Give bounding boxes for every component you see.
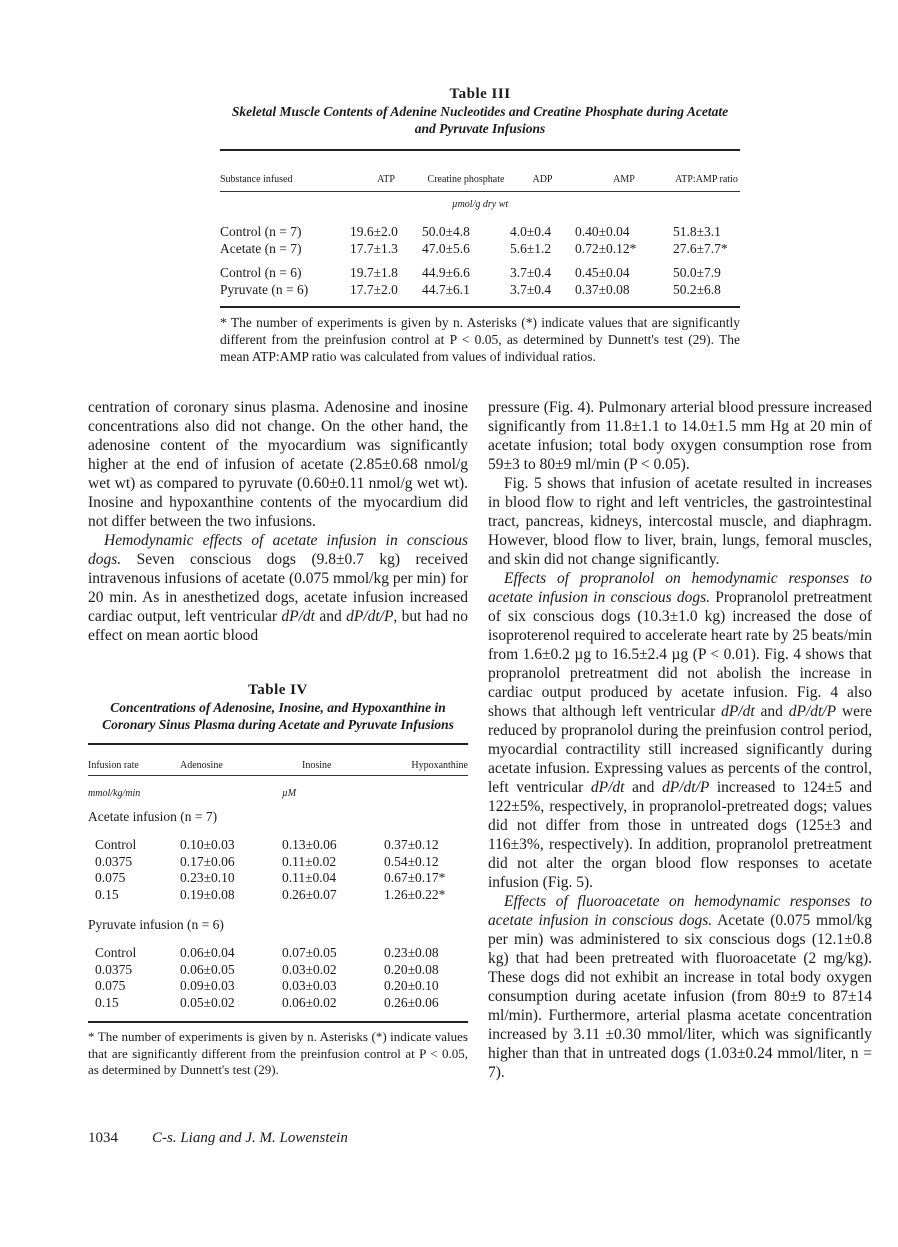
text: dP/dt xyxy=(721,703,755,720)
text: dP/dt xyxy=(590,779,625,796)
table-rule xyxy=(220,191,740,192)
table-cell: 3.7±0.4 xyxy=(510,265,552,280)
table-cell: 0.03±0.03 xyxy=(282,978,337,993)
table-cell: 44.9±6.6 xyxy=(422,265,470,280)
table-cell: 0.54±0.12 xyxy=(384,853,439,869)
section-heading: Hemodynamic effects of acetate infusion in conscious dogs. xyxy=(88,532,468,568)
table-cell: 3.7±0.4 xyxy=(510,281,552,297)
text: , but had no effect on mean aortic blood xyxy=(88,608,469,644)
table-cell: 0.05±0.02 xyxy=(180,994,235,1010)
left-column xyxy=(88,398,468,645)
text: dP/dt/P xyxy=(346,608,394,625)
page-footer xyxy=(88,1130,348,1147)
table-row xyxy=(88,978,468,995)
table-cell: 0.11±0.04 xyxy=(282,870,337,885)
header-cell: Inosine xyxy=(302,760,332,771)
table-cell: 44.7±6.1 xyxy=(422,281,470,297)
text: dP/dt/P xyxy=(788,703,837,720)
paragraph xyxy=(488,892,872,1082)
table-3-units: µmol/g dry wt xyxy=(451,199,509,210)
table-3-header xyxy=(220,151,740,191)
table-4-header xyxy=(88,751,468,775)
table-cell: 0.26±0.06 xyxy=(384,994,439,1010)
table-cell: 0.17±0.06 xyxy=(180,853,235,869)
table-cell: 17.7±1.3 xyxy=(350,240,398,256)
units-rate: mmol/kg/min xyxy=(88,788,141,799)
table-cell: 0.11±0.02 xyxy=(282,853,337,869)
table-cell: 27.6±7.7* xyxy=(673,240,728,256)
paragraph: Fig. 5 shows that infusion of acetate resulted in increases in blood flow to right and left ventricles, the gastrointestinal tract, pancreas, kidneys, intercostal muscle, and diaphragm. However, blood flow to liver, brain, lungs, femoral muscles, and skin did not change significantly. xyxy=(488,475,872,568)
table-cell: 0.26±0.07 xyxy=(282,886,337,902)
table-row xyxy=(220,241,740,258)
table-cell: 0.67±0.17* xyxy=(384,870,446,885)
table-cell: 0.06±0.02 xyxy=(282,994,337,1010)
text: Seven conscious dogs (9.8±0.7 kg) received intravenous infusions of acetate (0.075 mmol/kg per min) for 20 min. As in anesthetized dogs, acetate infusion increased cardiac output, left ventricular xyxy=(88,551,468,625)
table-cell: 0.0375 xyxy=(95,961,133,977)
table-cell: 0.40±0.04 xyxy=(575,224,630,239)
table-cell: Control (n = 6) xyxy=(220,265,302,280)
table-rule xyxy=(88,775,468,776)
table-3-caption: Skeletal Muscle Contents of Adenine Nucleotides and Creatine Phosphate during Acetate and Pyruvate Infusions xyxy=(231,104,729,136)
header-cell: Infusion rate xyxy=(88,760,139,771)
pyruvate-rows xyxy=(88,945,468,1011)
table-cell: 0.15 xyxy=(95,886,119,902)
table-row xyxy=(220,224,740,241)
text: Acetate (0.075 mmol/kg per min) was administered to six conscious dogs (12.1±0.8 kg) that had been pretreated with fluoroacetate (2 mg/kg). These dogs did not exhibit an increase in total body oxygen consumption during acetate infusion (from 80±9 to 87±14 ml/min). Furthermore, arterial plasma acetate concentration increased by 3.11 ±0.30 mmol/liter, which was significantly higher than that in untreated dogs (1.03±0.24 mmol/liter, n = 7). xyxy=(488,912,872,1081)
section-heading: Effects of fluoroacetate on hemodynamic responses to acetate infusion in conscious dogs. xyxy=(488,893,872,929)
table-cell: 0.37±0.12 xyxy=(384,837,439,852)
table-row xyxy=(220,282,740,299)
table-cell: Pyruvate (n = 6) xyxy=(220,281,309,297)
table-3-label: Table III xyxy=(449,86,511,102)
table-cell: 0.10±0.03 xyxy=(180,837,235,852)
table-rule xyxy=(88,743,468,745)
table-cell: 50.0±4.8 xyxy=(422,224,470,239)
page-number: 1034 xyxy=(88,1130,118,1146)
text: were reduced by propranolol during the preinfusion control period, myocardial contractility still increased significantly during acetate infusion. Expressing values as percents of the control, left ventricular xyxy=(488,703,872,796)
table-rule xyxy=(88,1021,468,1023)
table-cell: 0.72±0.12* xyxy=(575,240,637,256)
table-cell: Acetate (n = 7) xyxy=(220,240,302,256)
table-cell: 0.20±0.10 xyxy=(384,978,439,993)
header-cell: ATP xyxy=(377,174,395,185)
header-cell: ATP:AMP ratio xyxy=(675,174,738,185)
table-cell: 0.075 xyxy=(95,870,126,885)
paragraph xyxy=(488,569,872,892)
table-cell: 0.19±0.08 xyxy=(180,886,235,902)
table-row xyxy=(88,854,468,871)
table-cell: 4.0±0.4 xyxy=(510,224,552,239)
table-row xyxy=(88,837,468,854)
table-4-footnote: * The number of experiments is given by n. Asterisks (*) indicate values that are significantly different from the preinfusion control at P < 0.05, as determined by Dunnett's test (29). xyxy=(88,1029,468,1077)
units-concentration: µM xyxy=(282,788,297,799)
table-cell: Control xyxy=(95,837,137,852)
table-4 xyxy=(88,682,468,1079)
header-cell: AMP xyxy=(613,174,635,185)
table-cell: Control (n = 7) xyxy=(220,224,302,239)
paragraph: centration of coronary sinus plasma. Adenosine and inosine concentrations also did not change. On the other hand, the adenosine content of the myocardium was significantly higher at the end of infusion of acetate (2.85±0.68 nmol/g wet wt) as compared to pyruvate (0.60±0.11 nmol/g wet wt). Inosine and hypoxanthine contents of the myocardium did not differ between the two infusions. xyxy=(88,399,468,530)
table-cell: 0.20±0.08 xyxy=(384,961,439,977)
paragraph xyxy=(88,531,468,645)
table-cell: 0.06±0.04 xyxy=(180,945,235,960)
table-cell: 19.6±2.0 xyxy=(350,224,398,239)
table-row xyxy=(88,887,468,904)
table-3 xyxy=(220,86,740,365)
table-cell: 0.23±0.10 xyxy=(180,870,235,885)
table-cell: 0.09±0.03 xyxy=(180,978,235,993)
table-cell: 0.07±0.05 xyxy=(282,945,337,960)
table-cell: 0.15 xyxy=(95,994,119,1010)
table-cell: 19.7±1.8 xyxy=(350,265,398,280)
header-cell: ADP xyxy=(532,174,553,185)
table-cell: 0.03±0.02 xyxy=(282,961,337,977)
table-cell: 0.45±0.04 xyxy=(575,265,630,280)
table-cell: 50.0±7.9 xyxy=(673,265,721,280)
table-cell: 0.13±0.06 xyxy=(282,837,337,852)
table-3-body xyxy=(220,224,740,298)
table-cell: 0.37±0.08 xyxy=(575,281,630,297)
running-authors: C-s. Liang and J. M. Lowenstein xyxy=(152,1130,348,1146)
text: Propranolol pretreatment of six conscious dogs (10.3±1.0 kg) increased the dose of isoproterenol required to accelerate heart rate by 25 beats/min from 1.6±0.2 µg to 16.5±2.4 µg (P < 0.01). Fig. 4 shows that propranolol pretreatment did not abolish the increase in cardiac output produced by acetate infusion. Fig. 4 also shows that although left ventricular xyxy=(488,589,872,720)
table-row xyxy=(88,870,468,887)
table-cell: 1.26±0.22* xyxy=(384,886,446,902)
right-column xyxy=(488,398,872,1082)
text: dP/dt/P xyxy=(661,779,710,796)
table-row xyxy=(220,265,740,282)
section-heading: Effects of propranolol on hemodynamic responses to acetate infusion in conscious dogs. xyxy=(488,570,872,606)
table-4-units xyxy=(88,788,468,799)
text: dP/dt xyxy=(281,608,315,625)
table-cell: 17.7±2.0 xyxy=(350,281,398,297)
text: increased to 124±5 and 122±5%, respectively, in propranolol-pretreated dogs; values did not differ from those in untreated dogs (125±3 and 116±3%, respectively). In addition, propranolol pretreatment did not alter the organ blood flow responses to acetate infusion (Fig. 5). xyxy=(488,779,872,891)
table-row xyxy=(88,962,468,979)
table-cell: 51.8±3.1 xyxy=(673,224,721,239)
header-cell: Substance infused xyxy=(220,174,293,185)
header-cell: Hypoxanthine xyxy=(411,760,468,771)
table-row xyxy=(88,995,468,1012)
table-cell: 0.0375 xyxy=(95,853,133,869)
header-cell: Adenosine xyxy=(180,760,223,771)
acetate-rows xyxy=(88,837,468,903)
text: and xyxy=(624,779,662,796)
table-cell: 5.6±1.2 xyxy=(510,240,552,256)
table-row xyxy=(88,945,468,962)
table-4-caption: Concentrations of Adenosine, Inosine, and Hypoxanthine in Coronary Sinus Plasma during Acetate and Pyruvate Infusions xyxy=(102,700,454,732)
group-label: Acetate infusion (n = 7) xyxy=(88,809,218,824)
header-cell: Creatine phosphate xyxy=(427,174,505,185)
table-cell: Control xyxy=(95,945,137,960)
group-label: Pyruvate infusion (n = 6) xyxy=(88,917,224,932)
table-rule xyxy=(220,306,740,308)
table-cell: 0.23±0.08 xyxy=(384,945,439,960)
table-cell: 50.2±6.8 xyxy=(673,281,721,297)
text: and xyxy=(314,608,347,625)
table-cell: 0.075 xyxy=(95,978,126,993)
paragraph: pressure (Fig. 4). Pulmonary arterial blood pressure increased significantly from 11.8±1.1 to 14.0±1.5 mm Hg at 20 min of acetate infusion; total body oxygen consumption rose from 59±3 to 80±9 ml/min (P < 0.05). xyxy=(488,399,872,473)
table-cell: 47.0±5.6 xyxy=(422,240,470,256)
table-3-footnote: * The number of experiments is given by n. Asterisks (*) indicate values that are significantly different from the preinfusion control at P < 0.05, as determined by Dunnett's test (29). The mean ATP:AMP ratio was calculated from values of individual ratios. xyxy=(220,315,740,364)
text: and xyxy=(754,703,789,720)
table-4-label: Table IV xyxy=(248,682,308,698)
table-cell: 0.06±0.05 xyxy=(180,961,235,977)
